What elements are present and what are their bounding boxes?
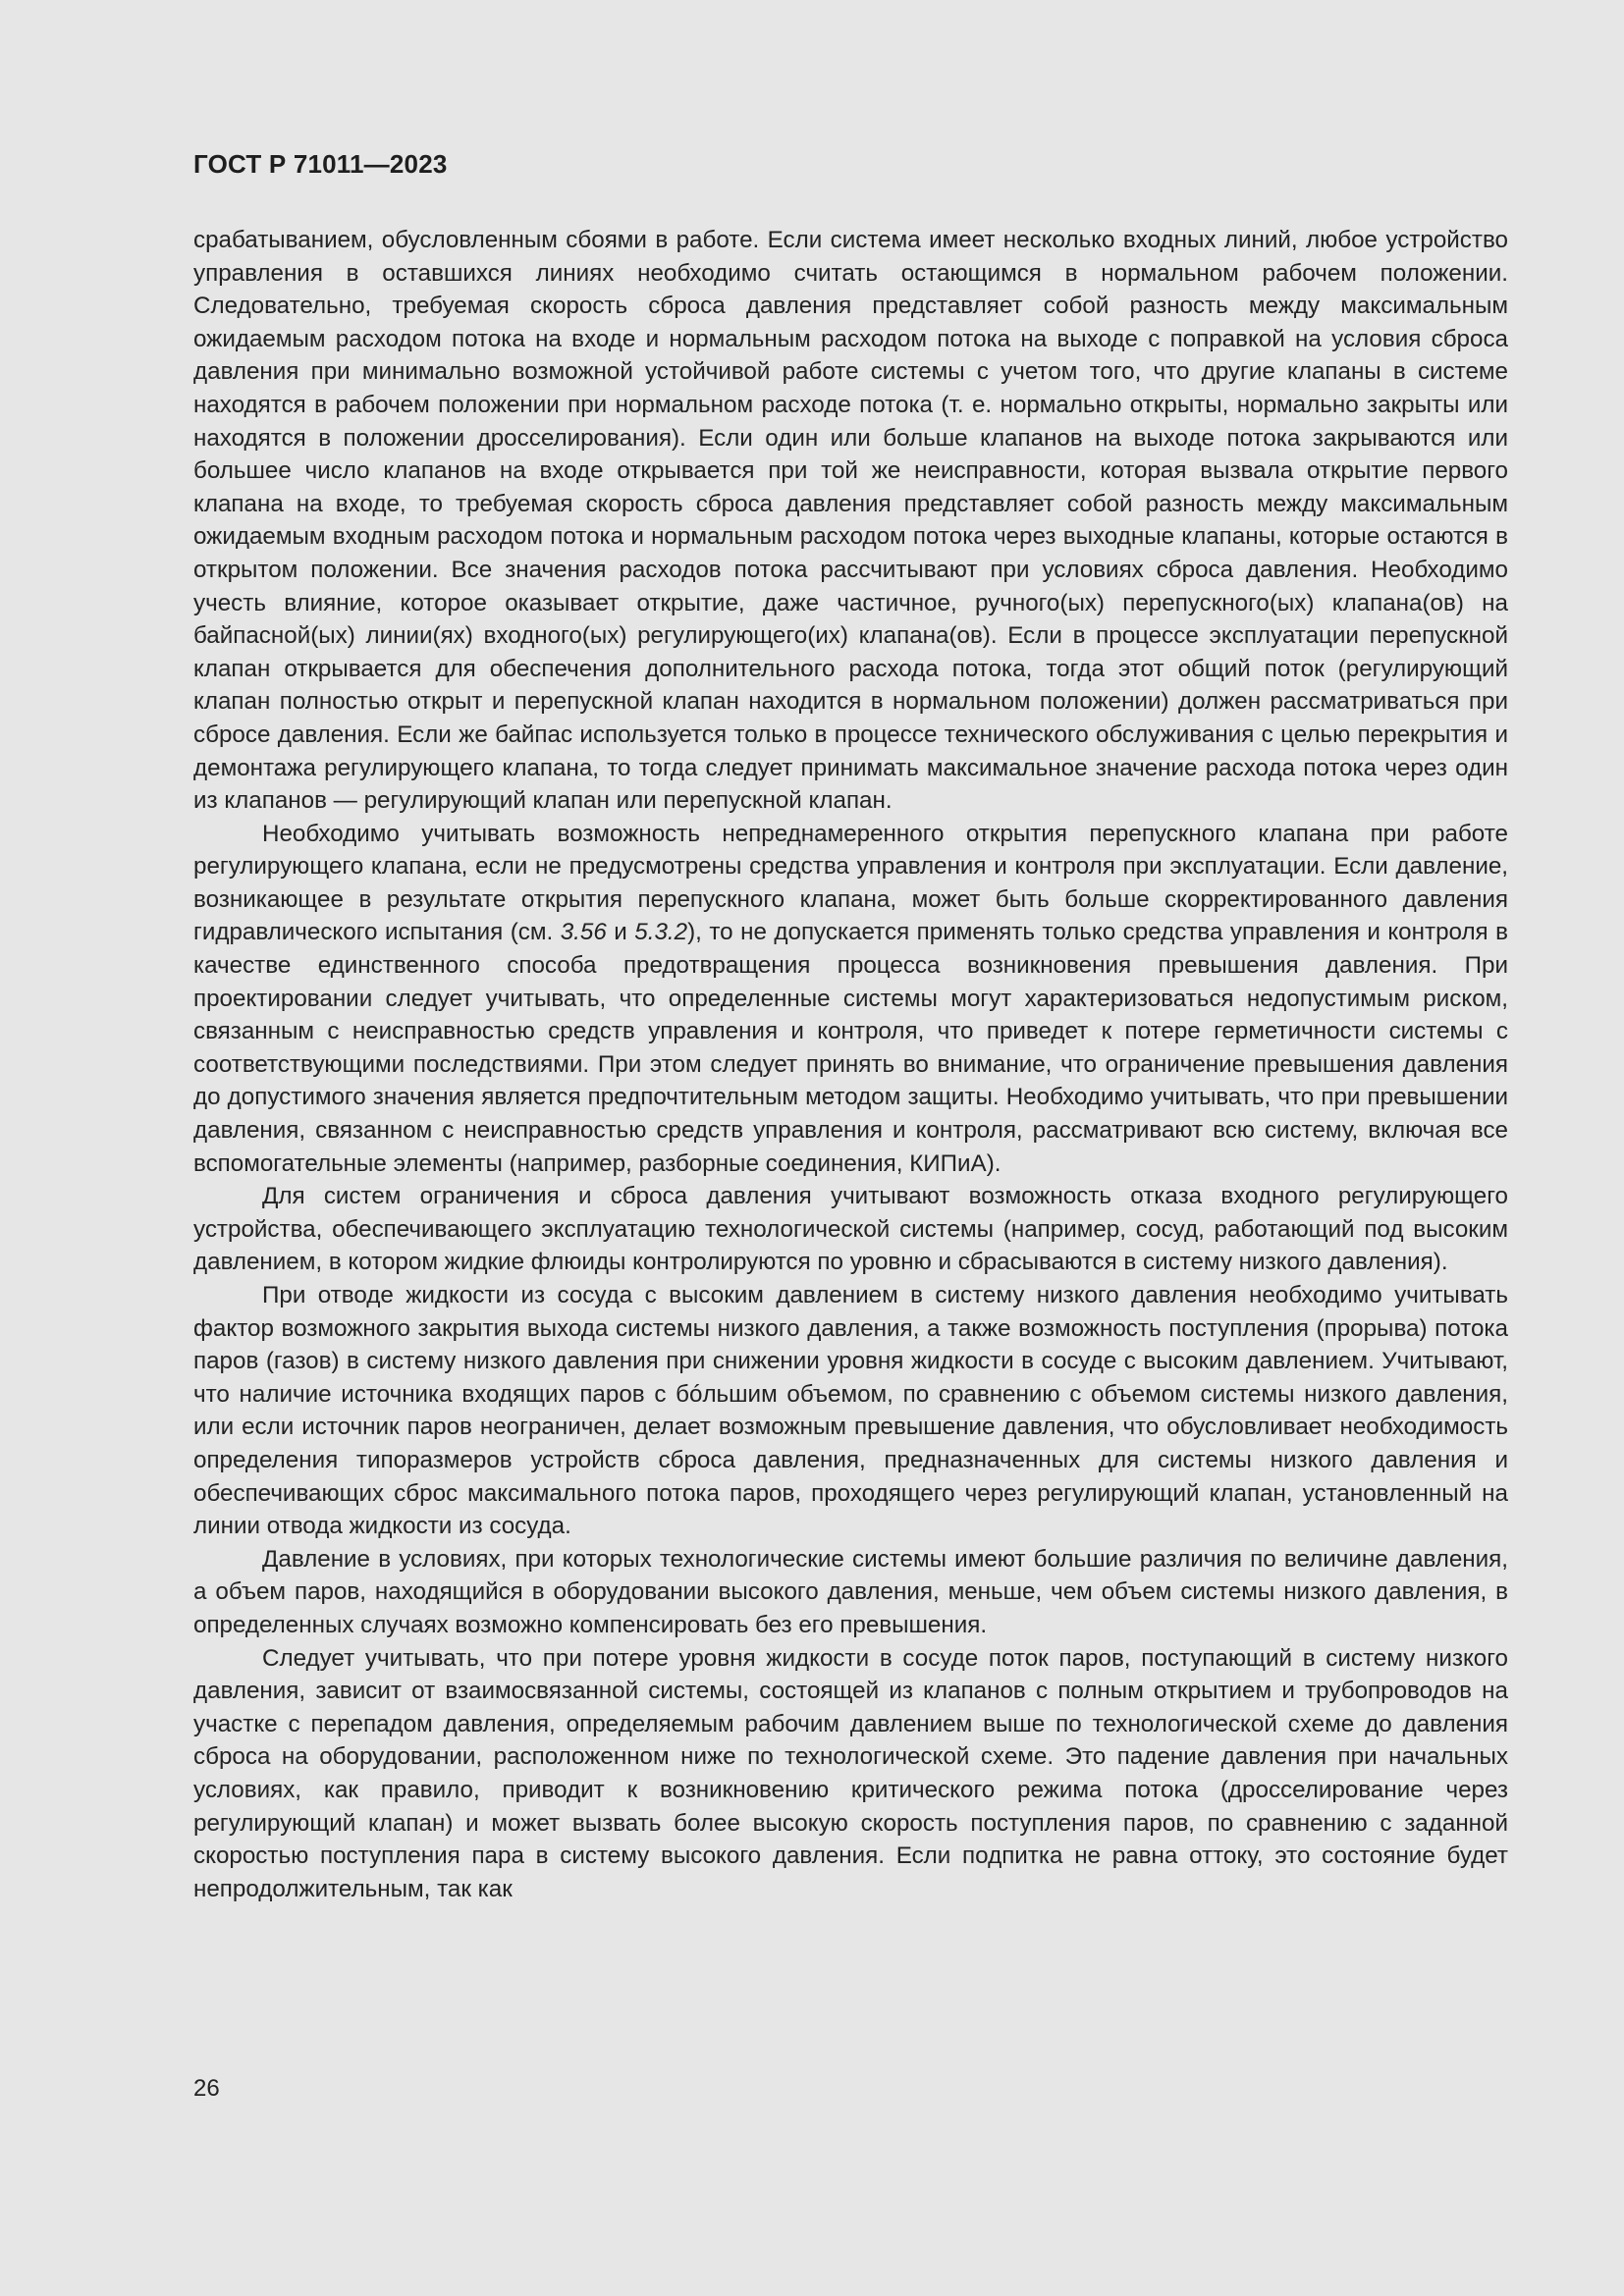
paragraph: Следует учитывать, что при потере уровня жидкости в сосуде поток паров, поступающий в систему низкого давления, зависит от взаимосвязанной системы, состоящей из клапанов с полным открытием и трубопроводов на участке с перепадом давления, определяемым рабочим давлением выше по технологической схеме до давления сброса на оборудовании, расположенном ниже по технологической схеме. Это падение давления при начальных условиях, как правило, приводит к возникновению критического режима потока (дросселирование через регулирующий клапан) и может вызвать более высокую скорость поступления паров, по сравнению с заданной скоростью поступления пара в систему высокого давления. Если подпитка не равна оттоку, это состояние будет непродолжительным, так как xyxy=(193,1644,1508,1902)
cross-reference: 5.3.2 xyxy=(634,919,688,946)
document-body xyxy=(193,224,1508,1905)
paragraph: Для систем ограничения и сброса давления учитывают возможность отказа входного регулирующего устройства, обеспечивающего эксплуатацию технологической системы (например, сосуд, работающий под высоким давлением, в котором жидкие флюиды контролируются по уровню и сбрасываются в систему низкого давления). xyxy=(193,1183,1508,1276)
paragraph-text: Необходимо учитывать возможность непреднамеренного открытия перепускного клапана при работе регулирующего клапана, если не предусмотрены средства управления и контроля при эксплуатации. Если давление, возникающее в результате открытия перепускного клапана, может быть больше скорректированного давления гидравлического испытания (см. xyxy=(193,820,1508,946)
paragraph-text: ), то не допускается применять только средства управления и контроля в качестве единственного способа предотвращения процесса возникновения превышения давления. При проектировании следует учитывать, что определенные системы могут характеризоваться недопустимым риском, связанным с неисправностью средств управления и контроля, что приведет к потере герметичности системы с соответствующими последствиями. При этом следует принять во внимание, что ограничение превышения давления до допустимого значения является предпочтительным методом защиты. Необходимо учитывать, что при превышении давления, связанном с неисправностью средств управления и контроля, рассматривают всю систему, включая все вспомогательные элементы (например, разборные соединения, КИПиА). xyxy=(193,919,1508,1177)
paragraph-text: и xyxy=(606,919,635,946)
cross-reference: 3.56 xyxy=(560,919,607,946)
paragraph xyxy=(193,818,1508,1181)
paragraph: При отводе жидкости из сосуда с высоким давлением в систему низкого давления необходимо учитывать фактор возможного закрытия выхода системы низкого давления, а также возможность поступления (прорыва) потока паров (газов) в систему низкого давления при снижении уровня жидкости в сосуде с высоким давлением. Учитывают, что наличие источника входящих паров с бóльшим объемом, по сравнению с объемом системы низкого давления, или если источник паров неограничен, делает возможным превышение давления, что обусловливает необходимость определения типоразмеров устройств сброса давления, предназначенных для системы низкого давления и обеспечивающих сброс максимального потока паров, проходящего через регулирующий клапан, установленный на линии отвода жидкости из сосуда. xyxy=(193,1282,1508,1540)
page-number: 26 xyxy=(193,2075,220,2102)
paragraph: Давление в условиях, при которых технологические системы имеют большие различия по величине давления, а объем паров, находящийся в оборудовании высокого давления, меньше, чем объем системы низкого давления, в определенных случаях возможно компенсировать без его превышения. xyxy=(193,1545,1508,1638)
document-header: ГОСТ Р 71011—2023 xyxy=(193,149,448,179)
paragraph: срабатыванием, обусловленным сбоями в работе. Если система имеет несколько входных линий, любое устройство управления в оставшихся линиях необходимо считать остающимся в нормальном рабочем положении. Следовательно, требуемая скорость сброса давления представляет собой разность между максимальным ожидаемым расходом потока на входе и нормальным расходом потока на выходе с поправкой на условия сброса давления при минимально возможной устойчивой работе системы с учетом того, что другие клапаны в системе находятся в рабочем положении при нормальном расходе потока (т. е. нормально открыты, нормально закрыты или находятся в положении дросселирования). Если один или больше клапанов на выходе потока закрываются или большее число клапанов на входе открывается при той же неисправности, которая вызвала открытие первого клапана на входе, то требуемая скорость сброса давления представляет собой разность между максимальным ожидаемым входным расходом потока и нормальным расходом потока через выходные клапаны, которые остаются в открытом положении. Все значения расходов потока рассчитывают при условиях сброса давления. Необходимо учесть влияние, которое оказывает открытие, даже частичное, ручного(ых) перепускного(ых) клапана(ов) на байпасной(ых) линии(ях) входного(ых) регулирующего(их) клапана(ов). Если в процессе эксплуатации перепускной клапан открывается для обеспечения дополнительного расхода потока, тогда этот общий поток (регулирующий клапан полностью открыт и перепускной клапан находится в нормальном положении) должен рассматриваться при сбросе давления. Если же байпас используется только в процессе технического обслуживания с целью перекрытия и демонтажа регулирующего клапана, то тогда следует принимать максимальное значение расхода потока через один из клапанов — регулирующий клапан или перепускной клапан. xyxy=(193,227,1508,815)
